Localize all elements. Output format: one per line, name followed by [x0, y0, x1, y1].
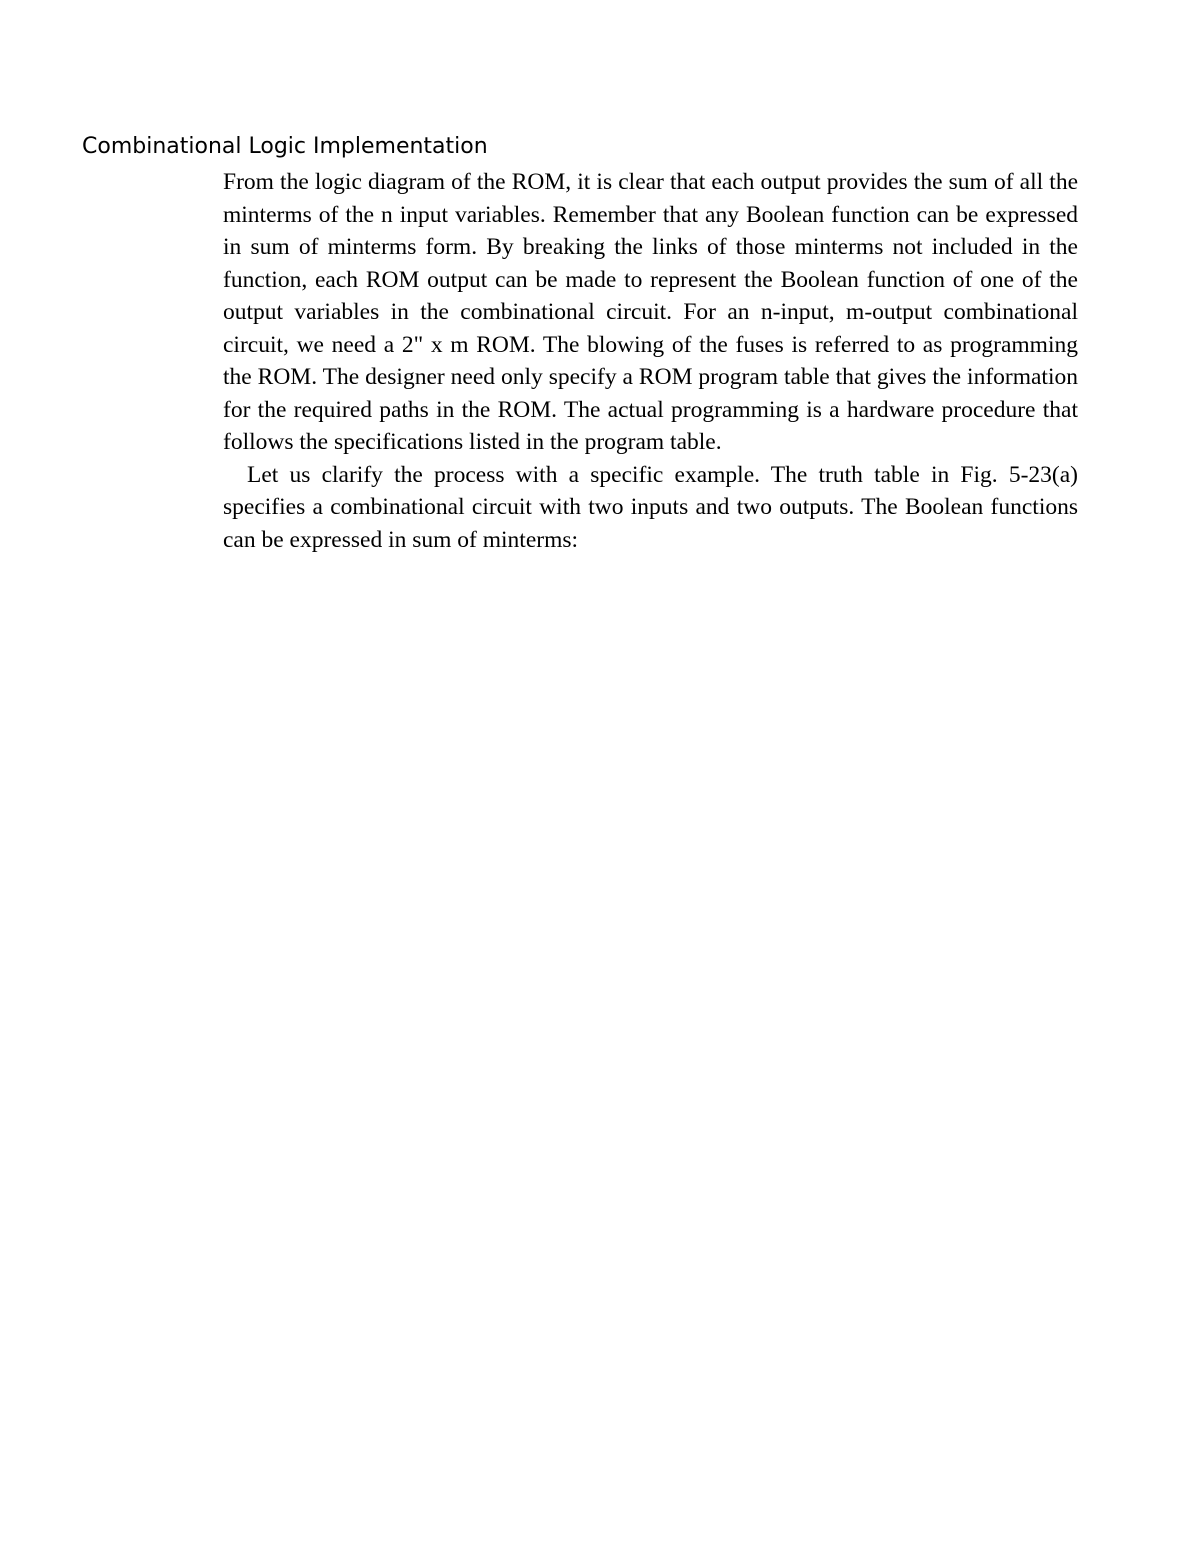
paragraph-rom-minterms: From the logic diagram of the ROM, it is clear that each output provides the sum of all the minterms of the n input variables. Remember that any Boolean function can be expressed in sum of minterms form. By breaking the links of those minterms not included in the function, each ROM output can be made to represent the Boolean function of one of the output variables in the combinational circuit. For an n-input, m-output combinational circuit, we need a 2" x m ROM. The blowing of the fuses is referred to as programming the ROM. The designer need only specify a ROM program table that gives the information for the required paths in the ROM. The actual programming is a hardware procedure that follows the specifications listed in the program table.	[223, 169, 1078, 455]
section-heading: Combinational Logic Implementation	[82, 134, 488, 159]
paragraph-example: Let us clarify the process with a specific example. The truth table in Fig. 5-23(a) specifies a combinational circuit with two inputs and two outputs. The Boolean functions can be expressed in sum of minterms:	[223, 461, 1078, 553]
body-text	[223, 166, 1078, 556]
